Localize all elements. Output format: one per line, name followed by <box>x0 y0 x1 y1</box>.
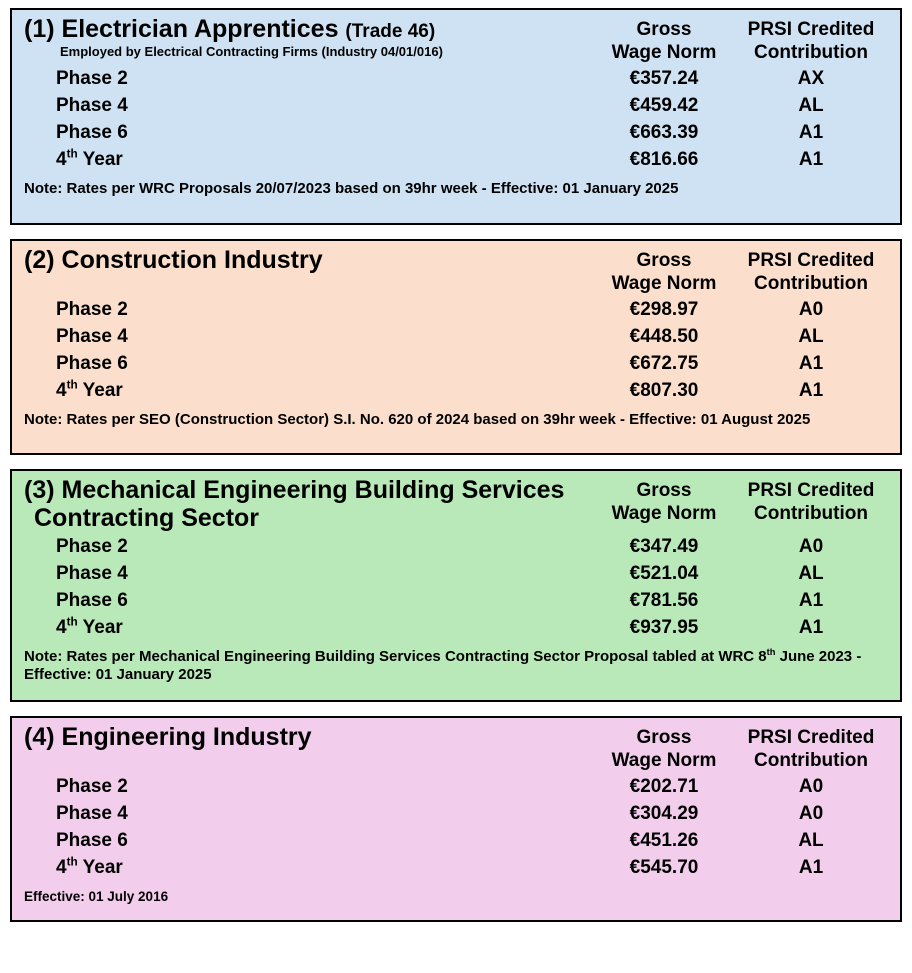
section-title <box>24 247 596 274</box>
row-label <box>24 95 596 117</box>
row-label-text-post: Year <box>77 380 123 402</box>
rate-rows <box>24 536 890 644</box>
row-label-text-post: Year <box>77 617 123 638</box>
column-header-prsi-contribution <box>732 479 890 525</box>
row-amount: €663.39 <box>629 122 699 144</box>
row-amount: €545.70 <box>629 857 699 879</box>
table-row <box>24 563 890 590</box>
title-block <box>24 724 596 751</box>
section-card-engineering-industry <box>10 716 902 922</box>
row-label-text: Phase 6 <box>56 830 128 852</box>
title-block <box>24 477 596 532</box>
column-header-gross-wage-norm <box>596 726 732 772</box>
section-title <box>24 477 596 504</box>
rate-rows <box>24 776 890 884</box>
section-number: (4) <box>24 723 55 751</box>
row-prsi: A1 <box>798 353 824 375</box>
row-label-ordinal: th <box>66 379 78 393</box>
column-header-gross-wage-norm <box>596 479 732 525</box>
row-amount: €298.97 <box>629 299 699 321</box>
row-prsi: AL <box>798 830 824 852</box>
row-prsi: A0 <box>798 536 824 557</box>
section-title-text: Mechanical Engineering Building Services <box>61 476 565 504</box>
row-amount: €816.66 <box>629 149 699 171</box>
row-label <box>24 326 596 348</box>
section-note-ordinal: th <box>766 647 776 657</box>
column-header-gross-line1: Gross <box>636 480 692 501</box>
section-header <box>24 724 890 772</box>
column-header-prsi-line2: Contribution <box>754 503 868 525</box>
column-header-gross-line2: Wage Norm <box>611 273 717 295</box>
rate-rows <box>24 68 890 176</box>
row-label-ordinal: th <box>66 148 78 162</box>
column-headers <box>596 247 890 295</box>
table-row <box>24 326 890 353</box>
row-label-text: Phase 2 <box>56 68 128 90</box>
column-headers <box>596 477 890 525</box>
row-label <box>24 830 596 852</box>
column-header-prsi-contribution <box>732 249 890 295</box>
row-label-text: Phase 4 <box>56 563 128 584</box>
section-card-construction-industry <box>10 239 902 455</box>
section-card-electrician-apprentices <box>10 8 902 225</box>
section-title-text: Construction Industry <box>61 246 323 274</box>
column-headers <box>596 16 890 64</box>
section-title-suffix: (Trade 46) <box>345 21 436 42</box>
row-label-text: Phase 2 <box>56 776 128 798</box>
row-label <box>24 803 596 825</box>
table-row <box>24 590 890 617</box>
column-header-prsi-line1: PRSI Credited <box>747 480 875 501</box>
column-header-prsi-line1: PRSI Credited <box>747 250 875 271</box>
row-label-text: 4 <box>56 617 67 638</box>
row-label-text: Phase 6 <box>56 353 128 375</box>
column-header-gross-wage-norm <box>596 249 732 295</box>
column-header-gross-line1: Gross <box>636 250 692 271</box>
row-prsi: A1 <box>798 857 824 879</box>
column-header-gross-line1: Gross <box>636 19 692 40</box>
column-header-prsi-line1: PRSI Credited <box>747 19 875 40</box>
row-amount: €347.49 <box>629 536 699 557</box>
section-note-post: June 2023 - Effective: 01 January 2025 <box>24 648 862 684</box>
row-amount: €202.71 <box>629 776 699 798</box>
row-label <box>24 617 596 639</box>
row-label-ordinal: th <box>66 856 78 870</box>
section-title <box>24 16 596 43</box>
row-label <box>24 776 596 798</box>
table-row <box>24 857 890 884</box>
table-row <box>24 617 890 644</box>
table-row <box>24 353 890 380</box>
row-amount: €451.26 <box>629 830 699 852</box>
column-header-prsi-line2: Contribution <box>754 273 868 295</box>
table-row <box>24 803 890 830</box>
table-row <box>24 299 890 326</box>
row-amount: €304.29 <box>629 803 699 825</box>
section-title-text: Electrician Apprentices <box>61 15 339 43</box>
section-header <box>24 477 890 532</box>
row-label <box>24 536 596 558</box>
section-header <box>24 247 890 295</box>
row-prsi: A1 <box>798 380 824 402</box>
row-label-text-post: Year <box>77 857 123 879</box>
row-prsi: AX <box>797 68 825 90</box>
column-header-gross-line1: Gross <box>636 727 692 748</box>
row-label <box>24 149 596 171</box>
row-amount: €448.50 <box>629 326 699 348</box>
column-header-prsi-contribution <box>732 18 890 64</box>
row-label-text: Phase 6 <box>56 122 128 144</box>
column-header-prsi-line1: PRSI Credited <box>747 727 875 748</box>
row-prsi: A0 <box>798 803 824 825</box>
table-row <box>24 536 890 563</box>
column-header-gross-wage-norm <box>596 18 732 64</box>
section-note: Note: Rates per WRC Proposals 20/07/2023 based on 39hr week - Effective: 01 January 2025 <box>24 180 679 198</box>
table-row <box>24 95 890 122</box>
row-label-text: Phase 4 <box>56 803 128 825</box>
row-prsi: A1 <box>798 590 824 611</box>
section-number: (1) <box>24 15 55 43</box>
rate-rows <box>24 299 890 407</box>
table-row <box>24 380 890 407</box>
row-label <box>24 68 596 90</box>
row-amount: €459.42 <box>629 95 699 117</box>
table-row <box>24 776 890 803</box>
row-amount: €937.95 <box>629 617 699 638</box>
row-label-text: Phase 6 <box>56 590 128 611</box>
column-header-gross-line2: Wage Norm <box>611 503 717 525</box>
row-label <box>24 353 596 375</box>
row-label-text: 4 <box>56 149 67 171</box>
row-amount: €357.24 <box>629 68 699 90</box>
row-label <box>24 590 596 612</box>
row-prsi: AL <box>798 563 824 584</box>
table-row <box>24 149 890 176</box>
row-amount: €521.04 <box>629 563 699 584</box>
row-label-text: Phase 2 <box>56 299 128 321</box>
column-headers <box>596 724 890 772</box>
row-label-text: Phase 4 <box>56 95 128 117</box>
row-prsi: A0 <box>798 776 824 798</box>
title-block <box>24 16 596 59</box>
column-header-gross-line2: Wage Norm <box>611 42 717 64</box>
row-label-text: 4 <box>56 857 67 879</box>
section-note: Effective: 01 July 2016 <box>24 889 169 905</box>
column-header-prsi-line2: Contribution <box>754 750 868 772</box>
row-label-text: Phase 2 <box>56 536 128 557</box>
column-header-prsi-contribution <box>732 726 890 772</box>
row-label-text: 4 <box>56 380 67 402</box>
row-label-text-post: Year <box>77 149 123 171</box>
table-row <box>24 122 890 149</box>
row-amount: €781.56 <box>629 590 699 611</box>
row-label <box>24 563 596 585</box>
column-header-prsi-line2: Contribution <box>754 42 868 64</box>
section-title-line2: Contracting Sector <box>34 504 260 532</box>
row-prsi: A0 <box>798 299 824 321</box>
section-title-text: Engineering Industry <box>61 723 312 751</box>
row-label <box>24 380 596 402</box>
section-note-pre: Note: Rates per Mechanical Engineering Building Services Contracting Sector Proposal tabled at WRC 8 <box>24 648 767 665</box>
table-row <box>24 830 890 857</box>
table-row <box>24 68 890 95</box>
section-subtitle: Employed by Electrical Contracting Firms (Industry 04/01/016) <box>60 44 443 59</box>
row-prsi: AL <box>798 95 824 117</box>
row-label <box>24 299 596 321</box>
column-header-gross-line2: Wage Norm <box>611 750 717 772</box>
section-number: (3) <box>24 476 55 504</box>
section-note <box>24 644 890 685</box>
row-label-ordinal: th <box>66 615 78 629</box>
row-label <box>24 857 596 879</box>
row-prsi: A1 <box>798 617 824 638</box>
row-label <box>24 122 596 144</box>
section-number: (2) <box>24 246 55 274</box>
row-prsi: A1 <box>798 122 824 144</box>
row-prsi: A1 <box>798 149 824 171</box>
title-block <box>24 247 596 274</box>
row-amount: €807.30 <box>629 380 699 402</box>
section-header <box>24 16 890 64</box>
row-amount: €672.75 <box>629 353 699 375</box>
row-label-text: Phase 4 <box>56 326 128 348</box>
section-note: Note: Rates per SEO (Construction Sector) S.I. No. 620 of 2024 based on 39hr week - Effective: 01 August 2025 <box>24 411 811 429</box>
section-title <box>24 724 596 751</box>
row-prsi: AL <box>798 326 824 348</box>
section-card-mechanical-engineering-building-services <box>10 469 902 702</box>
